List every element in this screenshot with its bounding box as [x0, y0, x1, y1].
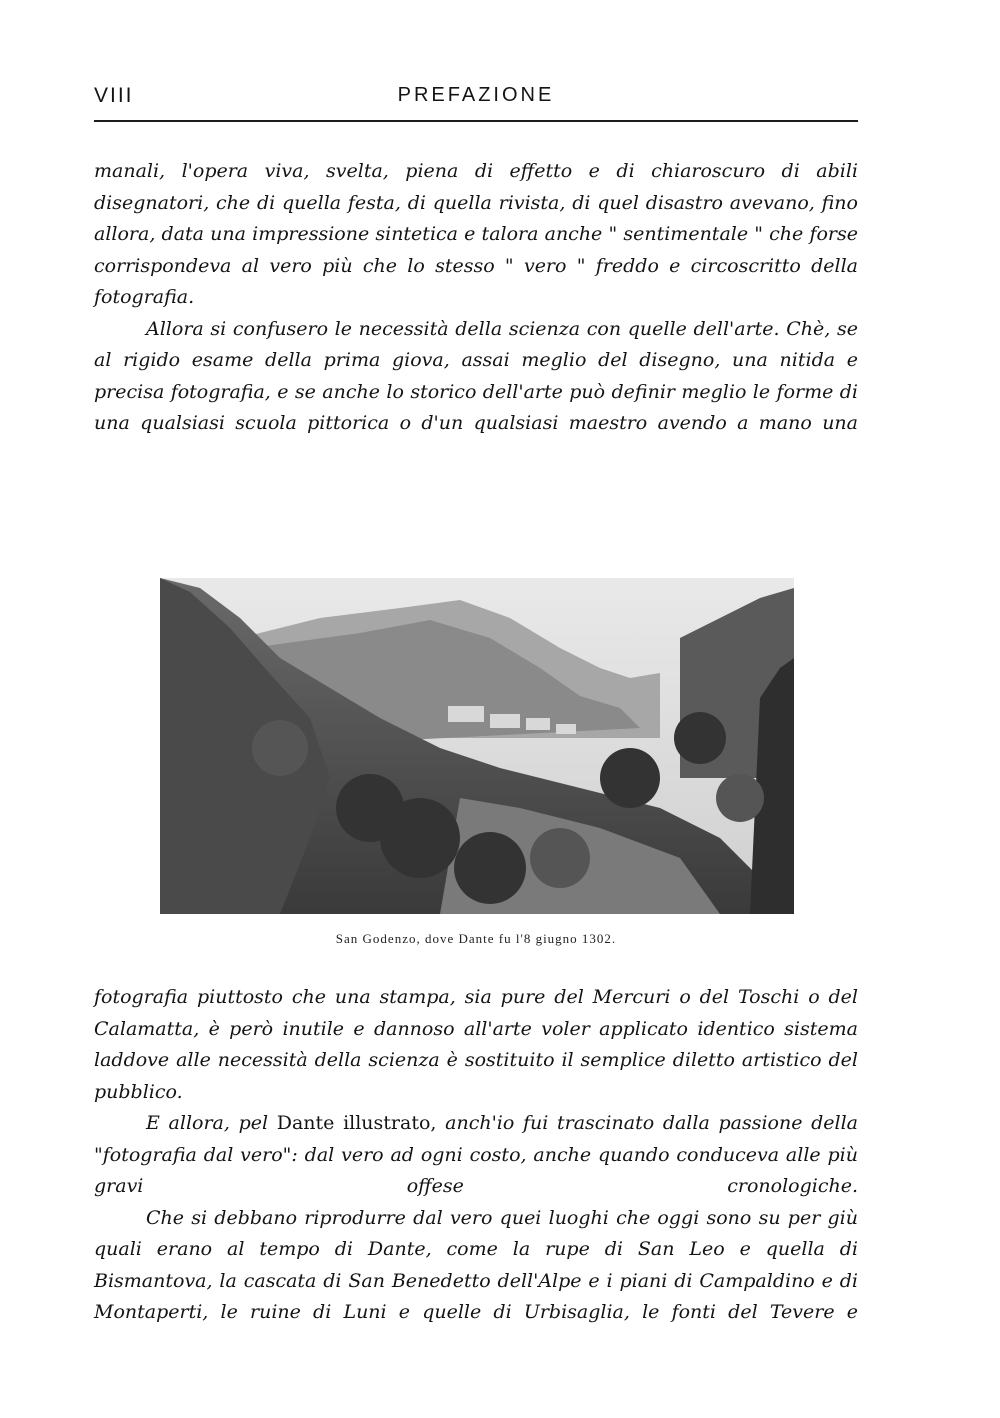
- paragraph: manali, l'opera viva, svelta, piena di effetto e di chiaroscuro di abili disegnatori, che di quella festa, di quella rivista, di quel disastro avevano, fino allora, data una impressione sintetica e talora anche " sentimentale " che forse corrispondeva al vero più che lo stesso " vero " freddo e circoscritto della fotografia.: [94, 160, 858, 308]
- paragraph-fragment: anch'io fui trascinato dalla passione della "fotografia dal vero": dal vero ad ogni costo, anche quando conduceva alle più gravi offese cronologiche.: [94, 1112, 858, 1197]
- paragraph: Che si debbano riprodurre dal vero quei luoghi che oggi sono su per giù quali erano al tempo di Dante, come la rupe di San Leo e quella di Bismantova, la cascata di San Benedetto dell'Alpe e i piani di Campaldino e di Montaperti, le ruine di Luni e quelle di Urbisaglia, le fonti del Tevere e: [94, 1206, 858, 1323]
- running-title: PREFAZIONE: [397, 84, 555, 106]
- page-number: VIII: [94, 84, 134, 107]
- running-header: [94, 84, 858, 122]
- bottom-text-block: [94, 982, 858, 1329]
- paragraph: Allora si confusero le necessità della scienza con quelle dell'arte. Chè, se al rigido esame della prima giova, assai meglio del disegno, una nitida e precisa fotografia, e se anche lo storico dell'arte può definir meglio le forme di una qualsiasi scuola pittorica o d'un qualsiasi maestro avendo a mano una: [94, 317, 858, 434]
- paragraph-fragment: E allora, pel: [146, 1112, 269, 1134]
- paragraph: fotografia piuttosto che una stampa, sia pure del Mercuri o del Toschi o del Calamatta, è però inutile e dannoso all'arte voler applicato identico sistema laddove alle necessità della scienza è sostituito il semplice diletto artistico del pubblico.: [94, 986, 858, 1103]
- book-title: Dante illustrato,: [276, 1112, 437, 1134]
- paragraph: [94, 1108, 858, 1203]
- top-text-block: [94, 156, 858, 440]
- figure-caption: San Godenzo, dove Dante fu l'8 giugno 1302.: [335, 931, 617, 946]
- landscape-photo: [160, 578, 794, 914]
